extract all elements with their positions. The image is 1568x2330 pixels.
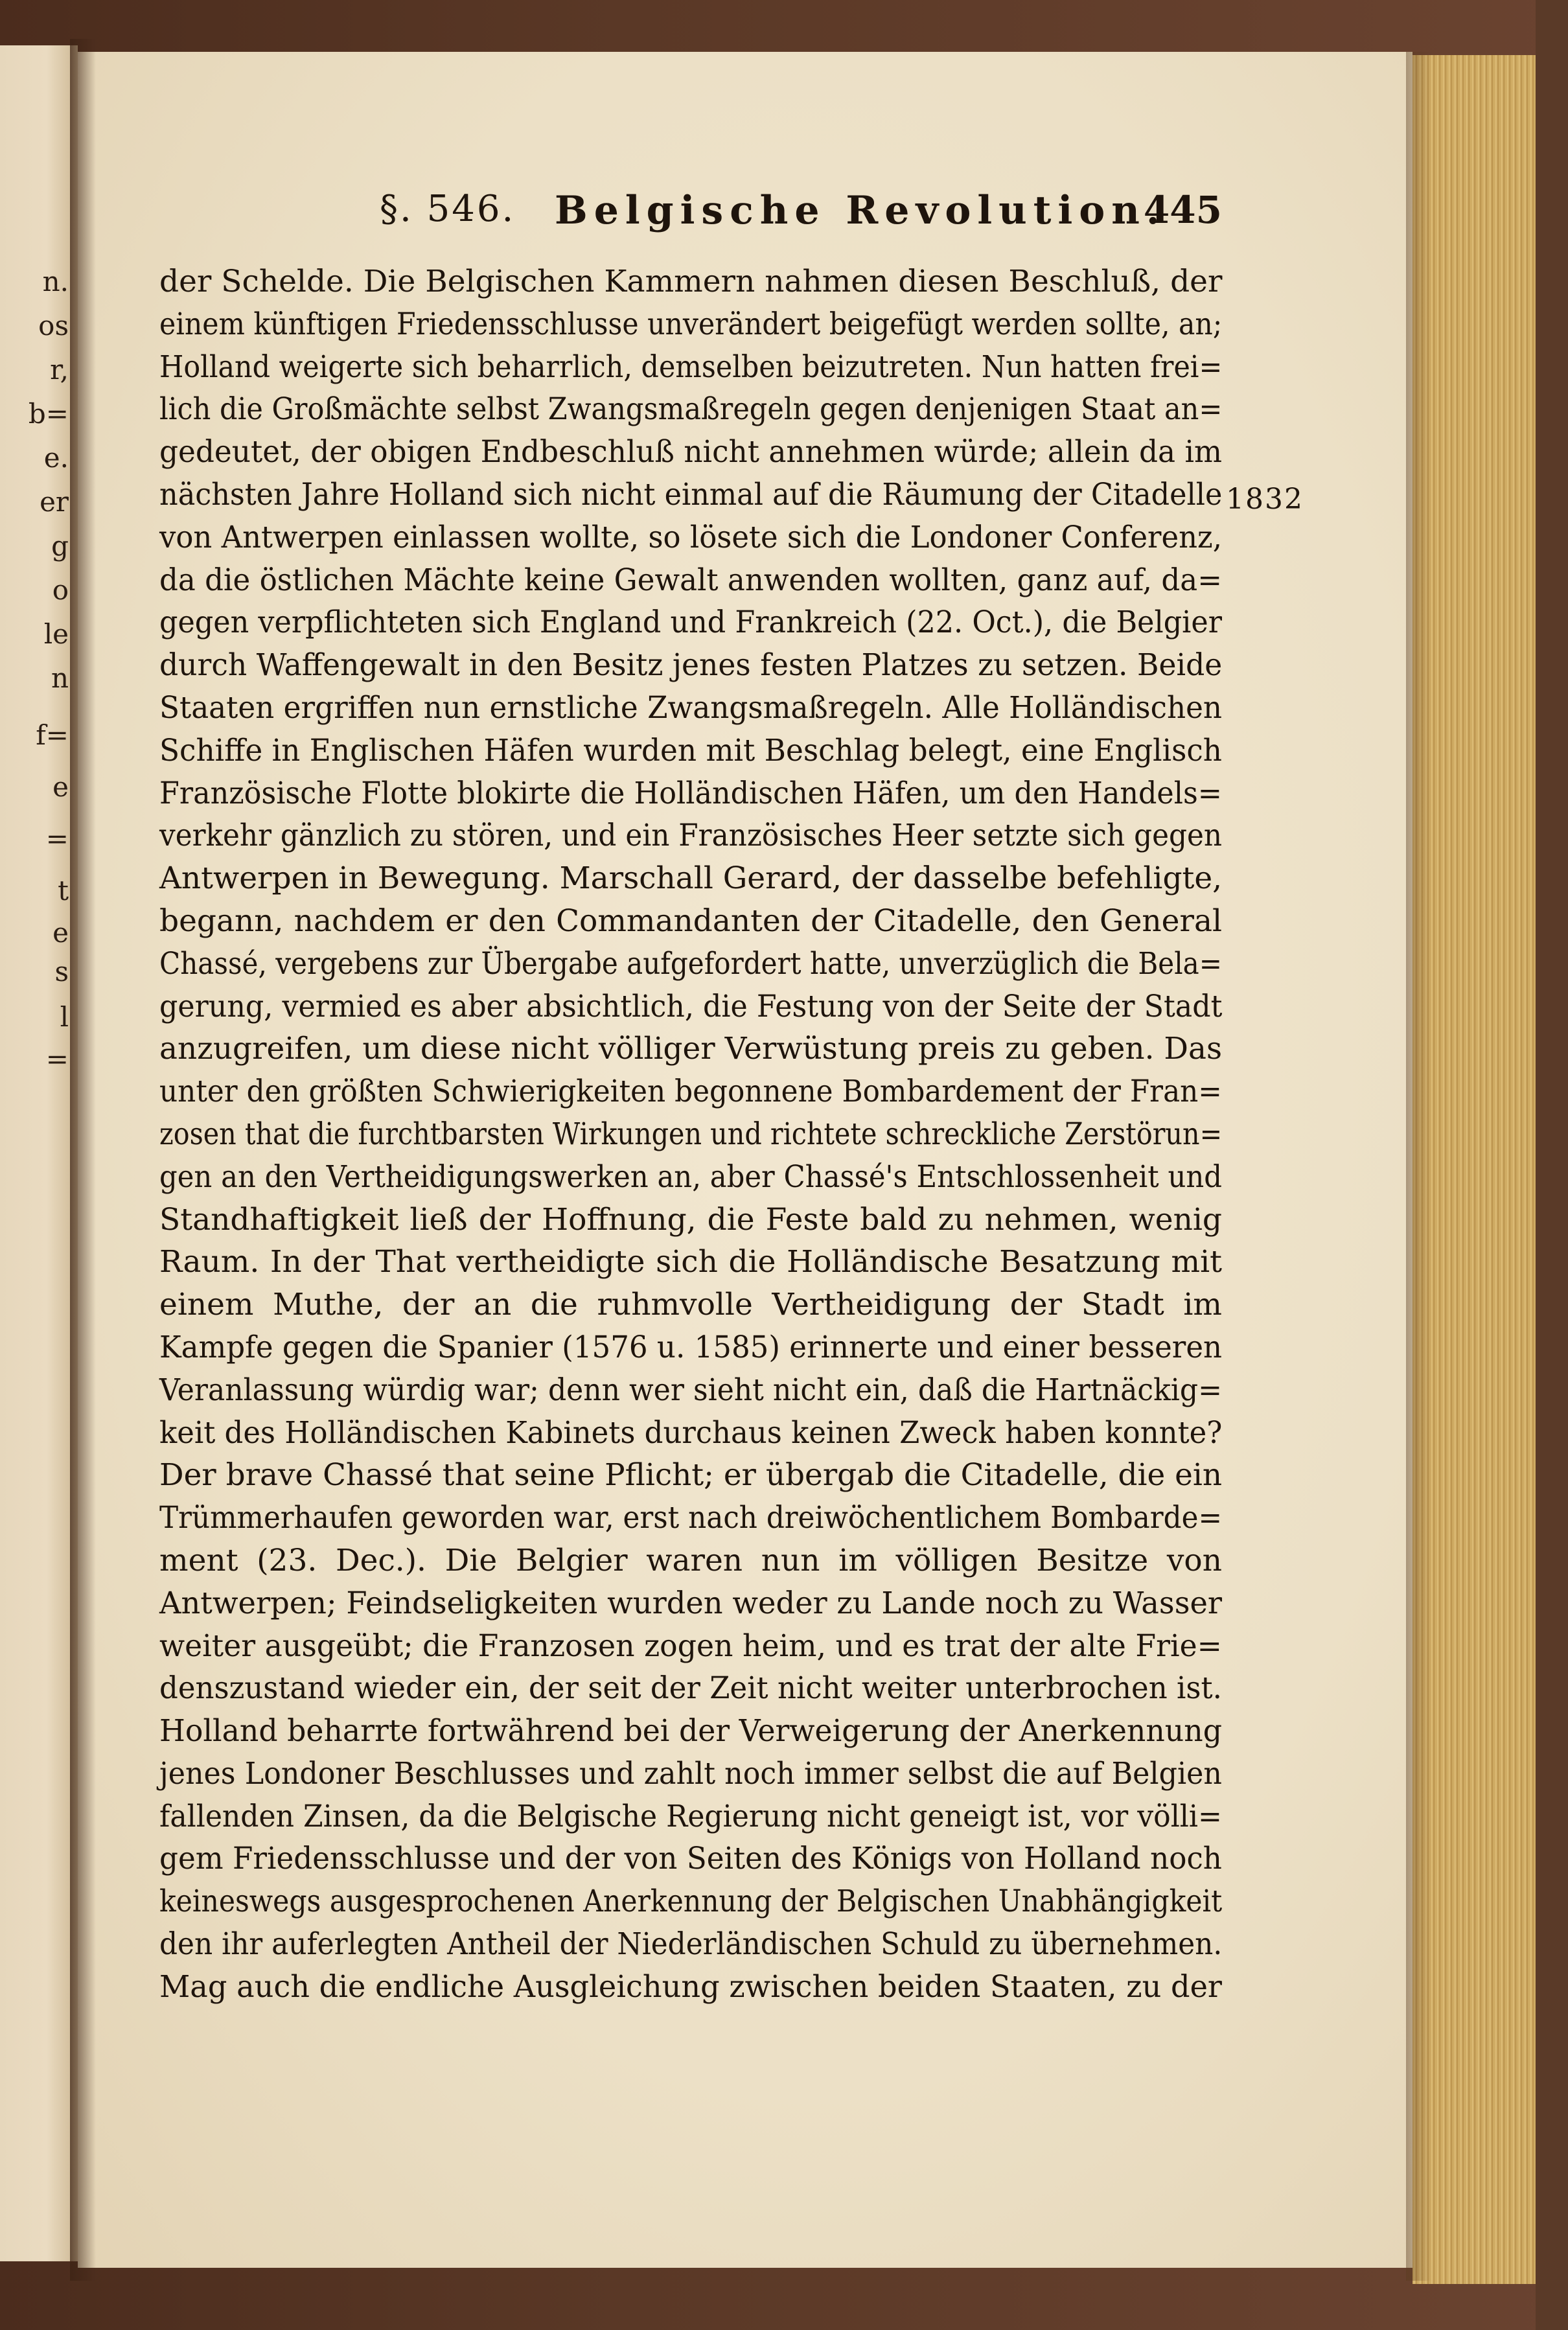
text-line: nächsten Jahre Holland sich nicht einmal auf die Räumung der Citadelle — [159, 476, 1223, 513]
text-line: lich die Großmächte selbst Zwangsmaßregeln gegen denjenigen Staat an= — [159, 391, 1223, 428]
text-line: unter den größten Schwierigkeiten begonnene Bombardement der Fran= — [159, 1074, 1222, 1110]
left-page-fragment: s — [54, 956, 69, 987]
text-line: Holland beharrte fortwährend bei der Verweigerung der Anerkennung — [159, 1713, 1222, 1749]
page-gutter-shadow — [70, 39, 96, 2281]
text-line: ment (23. Dec.). Die Belgier waren nun im völligen Besitze von — [159, 1542, 1222, 1578]
left-page-fragment: os — [38, 310, 69, 341]
text-line: Raum. In der That vertheidigte sich die Holländische Besatzung mit — [159, 1244, 1222, 1280]
left-page-fragment: o — [52, 574, 69, 606]
left-page-fragment: f= — [36, 719, 69, 751]
page-edge-shadow — [1406, 52, 1432, 2281]
text-line: Mag auch die endliche Ausgleichung zwischen beiden Staaten, zu der — [159, 1968, 1222, 2005]
page-number: 445 — [1143, 188, 1222, 232]
previous-page-edge — [0, 45, 78, 2261]
section-number: §. 546. — [380, 188, 516, 230]
text-line: da die östlichen Mächte keine Gewalt anwenden wollten, ganz auf, da= — [159, 562, 1223, 598]
text-line: Französische Flotte blokirte die Holländischen Häfen, um den Handels= — [159, 775, 1223, 811]
text-line: Antwerpen; Feindseligkeiten wurden weder zu Lande noch zu Wasser — [159, 1585, 1223, 1621]
text-line: einem Muthe, der an die ruhmvolle Vertheidigung der Stadt im — [159, 1287, 1222, 1323]
margin-year-note: 1832 — [1226, 483, 1304, 516]
text-line: durch Waffengewalt in den Besitz jenes festen Platzes zu setzen. Beide — [159, 647, 1223, 684]
text-line: Trümmerhaufen geworden war, erst nach dreiwöchentlichem Bombarde= — [159, 1500, 1223, 1536]
left-page-fragment: n — [51, 662, 69, 694]
body-text — [159, 260, 1222, 2009]
text-line: Holland weigerte sich beharrlich, demselben beizutreten. Nun hatten frei= — [159, 349, 1223, 385]
text-line: zosen that die furchtbarsten Wirkungen und richtete schreckliche Zerstörun= — [159, 1116, 1223, 1152]
left-page-fragment: = — [45, 823, 69, 855]
left-page-fragment: r, — [50, 354, 69, 386]
left-page-fragment: l — [60, 1001, 69, 1033]
text-line: Chassé, vergebens zur Übergabe aufgefordert hatte, unverzüglich die Bela= — [159, 945, 1223, 982]
text-line: Der brave Chassé that seine Pflicht; er übergab die Citadelle, die ein — [159, 1457, 1223, 1494]
text-line: jenes Londoner Beschlusses und zahlt noch immer selbst die auf Belgien — [159, 1755, 1222, 1792]
text-line: Standhaftigkeit ließ der Hoffnung, die Feste bald zu nehmen, wenig — [159, 1201, 1222, 1238]
text-line: von Antwerpen einlassen wollte, so lösete sich die Londoner Conferenz, — [159, 519, 1222, 555]
book-cover-edge — [1536, 0, 1568, 2330]
left-page-fragment: e. — [43, 442, 69, 474]
text-line: Antwerpen in Bewegung. Marschall Gerard, der dasselbe befehligte, — [159, 860, 1223, 897]
text-line: weiter ausgeübt; die Franzosen zogen heim, und es trat der alte Frie= — [159, 1628, 1222, 1664]
left-page-fragment: e — [52, 771, 69, 803]
running-header — [159, 188, 1222, 240]
text-line: den ihr auferlegten Antheil der Niederländischen Schuld zu übernehmen. — [159, 1926, 1223, 1963]
text-line: Staaten ergriffen nun ernstliche Zwangsmaßregeln. Alle Holländischen — [159, 689, 1223, 726]
text-line: keit des Holländischen Kabinets durchaus keinen Zweck haben konnte? — [159, 1414, 1223, 1451]
text-line: begann, nachdem er den Commandanten der Citadelle, den General — [159, 903, 1222, 939]
text-line: denszustand wieder ein, der seit der Zeit nicht weiter unterbrochen ist. — [159, 1670, 1222, 1707]
text-line: der Schelde. Die Belgischen Kammern nahmen diesen Beschluß, der — [159, 264, 1223, 299]
text-line: gem Friedensschlusse und der von Seiten des Königs von Holland noch — [159, 1841, 1222, 1877]
text-line: Schiffe in Englischen Häfen wurden mit Beschlag belegt, eine Englisch — [159, 732, 1222, 768]
text-line: Kampfe gegen die Spanier (1576 u. 1585) erinnerte und einer besseren — [159, 1329, 1223, 1365]
text-line: anzugreifen, um diese nicht völliger Verwüstung preis zu geben. Das — [159, 1031, 1223, 1067]
text-line: gedeutet, der obigen Endbeschluß nicht annehmen würde; allein da im — [159, 434, 1223, 470]
text-line: gerung, vermied es aber absichtlich, die Festung von der Seite der Stadt — [159, 988, 1223, 1024]
chapter-title: Belgische Revolution. — [555, 188, 1166, 233]
text-line: fallenden Zinsen, da die Belgische Regierung nicht geneigt ist, vor völli= — [159, 1798, 1222, 1834]
left-page-fragment: er — [40, 486, 69, 518]
left-page-fragment: = — [45, 1043, 69, 1075]
text-line: Veranlassung würdig war; denn wer sieht nicht ein, daß die Hartnäckig= — [159, 1372, 1223, 1408]
text-line: keineswegs ausgesprochenen Anerkennung der Belgischen Unabhängigkeit — [159, 1884, 1223, 1920]
left-page-fragment: n. — [42, 266, 69, 297]
left-page-fragment: g — [51, 530, 69, 562]
text-line: einem künftigen Friedensschlusse unverändert beigefügt werden sollte, an; — [159, 306, 1223, 342]
left-page-fragment: e — [52, 917, 69, 949]
text-line: gen an den Vertheidigungswerken an, aber Chassé's Entschlossenheit und — [159, 1159, 1223, 1195]
left-page-fragment: t — [58, 875, 69, 906]
left-page-fragment: b= — [28, 398, 69, 430]
text-line: verkehr gänzlich zu stören, und ein Französisches Heer setzte sich gegen — [159, 818, 1223, 854]
text-line: gegen verpflichteten sich England und Frankreich (22. Oct.), die Belgier — [159, 605, 1222, 641]
left-page-fragment: le — [43, 618, 69, 650]
